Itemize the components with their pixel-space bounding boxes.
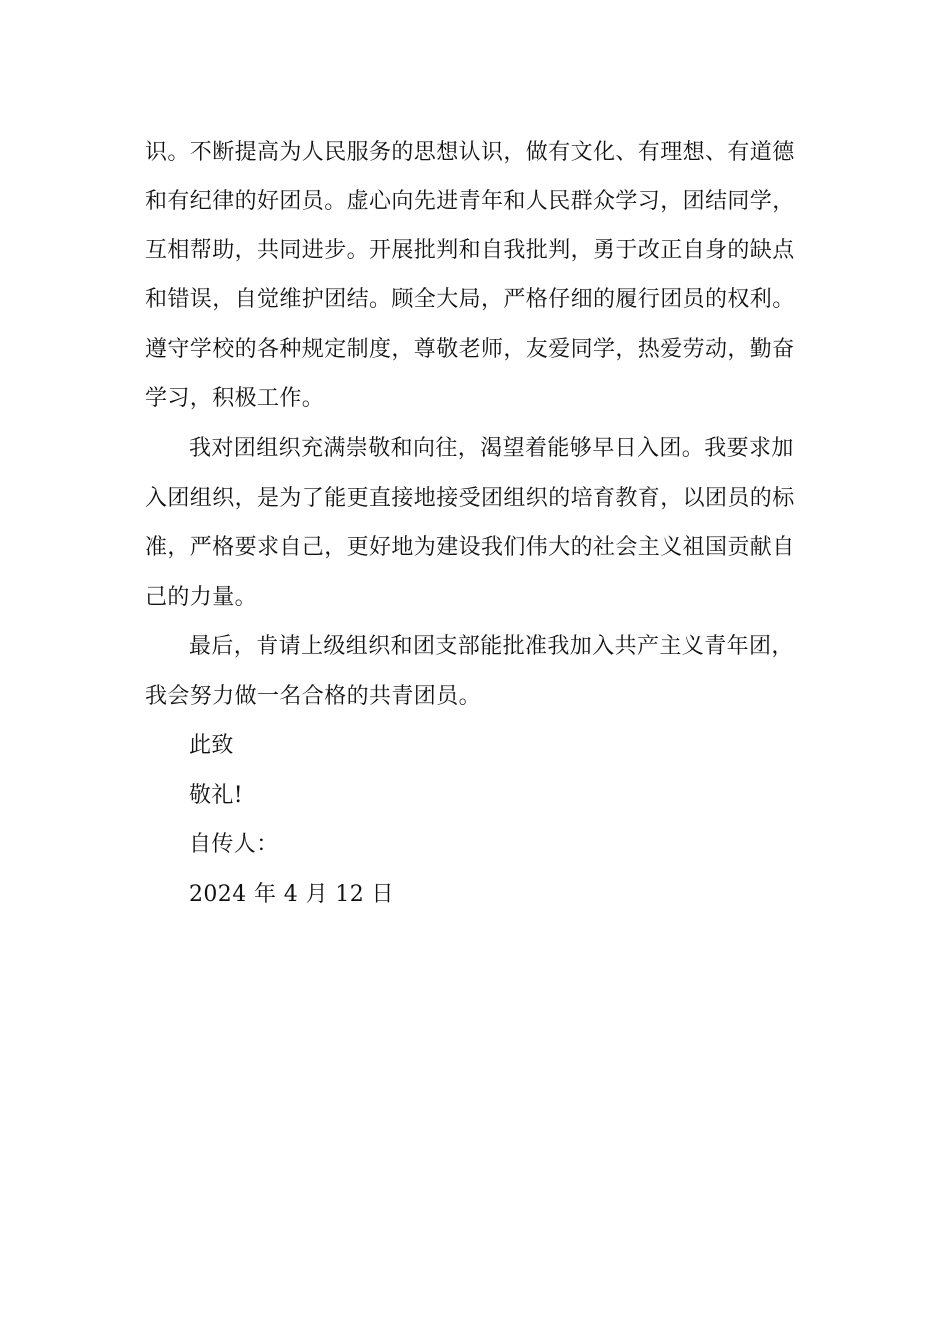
- paragraph-line: 入团组织，是为了能更直接地接受团组织的培育教育，以团员的标: [145, 486, 795, 511]
- paragraph-line: 我对团组织充满崇敬和向往，渴望着能够早日入团。我要求加: [189, 436, 794, 461]
- paragraph-line: 和有纪律的好团员。虚心向先进青年和人民群众学习，团结同学，: [145, 189, 795, 214]
- paragraph-line: 和错误，自觉维护团结。顾全大局，严格仔细的履行团员的权利。: [145, 287, 795, 312]
- paragraph-line: 遵守学校的各种规定制度，尊敬老师，友爱同学，热爱劳动，勤奋: [145, 337, 795, 362]
- paragraph-line: 准，严格要求自己，更好地为建设我们伟大的社会主义祖国贡献自: [145, 535, 795, 560]
- paragraph-line: 我会努力做一名合格的共青团员。: [145, 684, 482, 709]
- closing-regards: 敬礼!: [189, 783, 244, 808]
- paragraph-line: 学习，积极工作。: [145, 386, 325, 411]
- paragraph-line: 互相帮助，共同进步。开展批判和自我批判，勇于改正自身的缺点: [145, 238, 795, 263]
- closing-salutation: 此致: [189, 733, 234, 758]
- paragraph-line: 最后，肯请上级组织和团支部能批准我加入共产主义青年团，: [189, 634, 794, 659]
- paragraph-line: 识。不断提高为人民服务的思想认识，做有文化、有理想、有道德: [145, 140, 795, 165]
- paragraph-line: 己的力量。: [145, 585, 258, 610]
- letter-date: 2024 年 4 月 12 日: [189, 882, 394, 907]
- signature-label: 自传人：: [189, 832, 279, 857]
